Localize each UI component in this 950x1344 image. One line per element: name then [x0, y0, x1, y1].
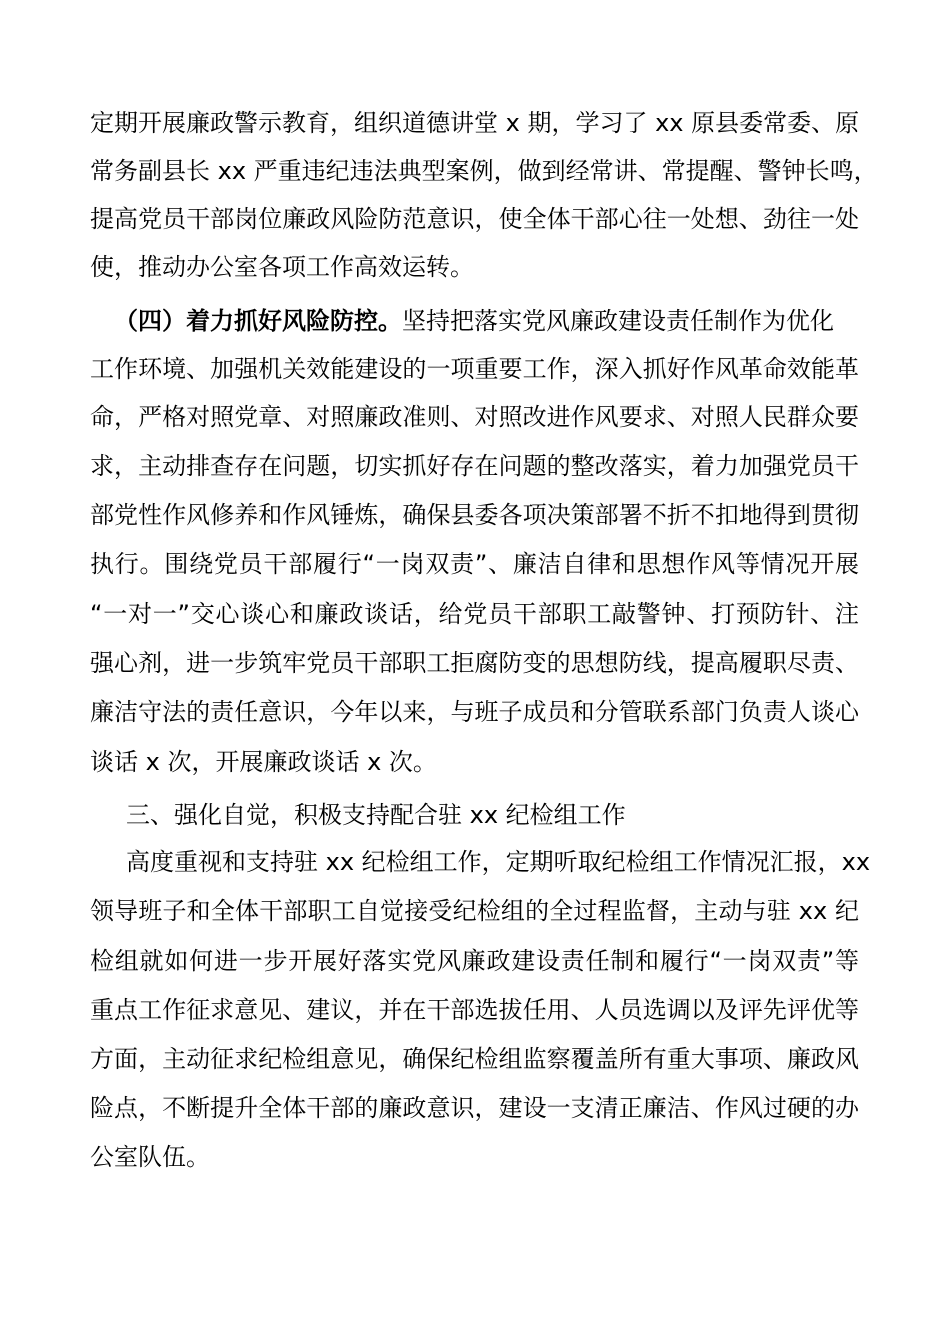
paragraph-1-line-3: 提高党员干部岗位廉政风险防范意识，使全体干部心往一处想、劲往一处 [90, 205, 859, 233]
paragraph-2-line-10: 谈话 x 次，开展廉政谈话 x 次。 [90, 748, 437, 776]
paragraph-1-line-4: 使，推动办公室各项工作高效运转。 [90, 253, 474, 281]
paragraph-2-line-2: 工作环境、加强机关效能建设的一项重要工作，深入抓好作风革命效能革 [90, 355, 859, 383]
paragraph-3-line-7: 公室队伍。 [90, 1143, 210, 1171]
paragraph-3-line-1: 高度重视和支持驻 xx 纪检组工作，定期听取纪检组工作情况汇报，xx [126, 848, 871, 876]
paragraph-1-line-1: 定期开展廉政警示教育，组织道德讲堂 x 期，学习了 xx 原县委常委、原 [90, 109, 860, 137]
paragraph-3-line-2: 领导班子和全体干部职工自觉接受纪检组的全过程监督，主动与驻 xx 纪 [90, 897, 859, 925]
paragraph-3-line-6: 险点，不断提升全体干部的廉政意识，建设一支清正廉洁、作风过硬的办 [90, 1094, 859, 1122]
paragraph-2-line-3: 命，严格对照党章、对照廉政准则、对照改进作风要求、对照人民群众要 [90, 403, 859, 431]
paragraph-3-line-5: 方面，主动征求纪检组意见，确保纪检组监察覆盖所有重大事项、廉政风 [90, 1045, 859, 1073]
paragraph-3-line-3: 检组就如何进一步开展好落实党风廉政建设责任制和履行“一岗双责”等 [90, 947, 859, 975]
paragraph-1-line-2: 常务副县长 xx 严重违纪违法典型案例，做到经常讲、常提醒、警钟长鸣， [90, 157, 878, 185]
paragraph-2-line-5: 部党性作风修养和作风锤炼，确保县委各项决策部署不折不扣地得到贯彻 [90, 501, 859, 529]
paragraph-3-line-4: 重点工作征求意见、建议，并在干部选拔任用、人员选调以及评先评优等 [90, 996, 859, 1024]
paragraph-2-line-7: “一对一”交心谈心和廉政谈话，给党员干部职工敲警钟、打预防针、注 [90, 600, 859, 628]
paragraph-2-first-line [114, 301, 834, 341]
paragraph-2-first-line-text: 坚持把落实党风廉政建设责任制作为优化 [402, 307, 834, 335]
paragraph-2-line-4: 求，主动排查存在问题，切实抓好存在问题的整改落实，着力加强党员干 [90, 452, 859, 480]
subheading-risk-control: （四）着力抓好风险防控。 [114, 307, 402, 335]
paragraph-2-line-8: 强心剂，进一步筑牢党员干部职工拒腐防变的思想防线，提高履职尽责、 [90, 649, 859, 677]
paragraph-2-line-6: 执行。围绕党员干部履行“一岗双责”、廉洁自律和思想作风等情况开展 [90, 550, 859, 578]
section-3-title: 三、强化自觉，积极支持配合驻 xx 纪检组工作 [126, 801, 626, 829]
paragraph-2-line-9: 廉洁守法的责任意识，今年以来，与班子成员和分管联系部门负责人谈心 [90, 698, 859, 726]
